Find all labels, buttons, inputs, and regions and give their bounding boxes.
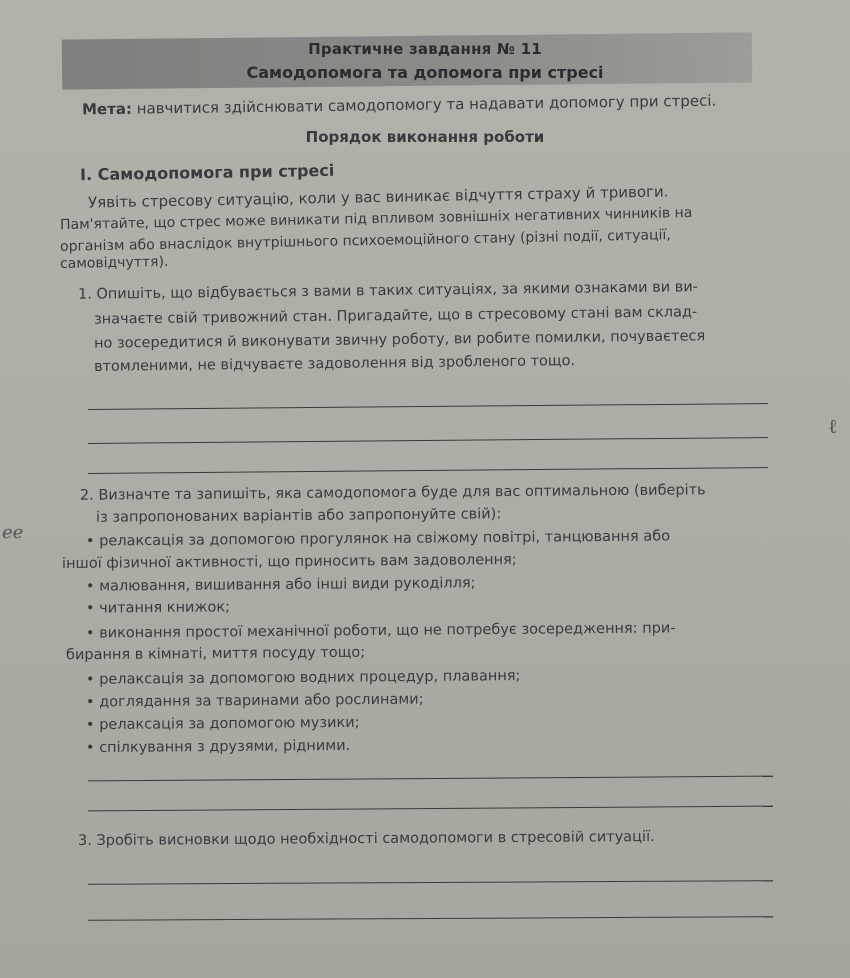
question-3: 3. Зробіть висновки щодо необхідності самодопомоги в стресовій ситуації.	[77, 828, 655, 850]
margin-pen-mark-right: ℓ	[828, 414, 838, 438]
option-item: • спілкування з друзями, рідними.	[85, 737, 351, 757]
intro-line: Уявіть стресову ситуацію, коли у вас виникає відчуття страху й тривоги.	[87, 182, 669, 212]
option-item: • релаксація за допомогою прогулянок на свіжому повітрі, танцювання або	[85, 528, 671, 550]
question-2-line: 2. Визначте та запишіть, яка самодопомога буде для вас оптимальною (виберіть	[79, 482, 706, 504]
answer-line[interactable]	[88, 916, 773, 921]
option-item: • доглядання за тваринами або рослинами;	[85, 691, 424, 711]
question-1-line: втомленими, не відчуваєте задоволення від зробленого тощо.	[93, 353, 576, 375]
question-1-line: но зосередитися й виконувати звичну роботу, ви робите помилки, почуваєтеся	[93, 328, 706, 352]
section-title: І. Самодопомога при стресі	[79, 160, 335, 185]
answer-line[interactable]	[88, 880, 773, 885]
goal-label: Мета:	[81, 99, 133, 119]
answer-line[interactable]	[88, 467, 768, 474]
question-1-line: 1. Опишіть, що відбувається з вами в таких ситуаціях, за якими ознаками ви ви-	[77, 279, 699, 303]
procedure-title: Порядок виконання роботи	[305, 128, 545, 146]
question-2-line: із запропонованих варіантів або запропонуйте свій):	[95, 506, 502, 526]
intro-line: організм або внаслідок внутрішнього психоемоційного стану (різні події, ситуації,	[59, 227, 671, 255]
intro-line: Пам'ятайте, що стрес може виникати під впливом зовнішніх негативних чинників на	[59, 204, 693, 234]
answer-line[interactable]	[88, 806, 773, 812]
answer-line[interactable]	[88, 437, 768, 444]
option-item: • виконання простої механічної роботи, що не потребує зосередження: при-	[85, 620, 676, 642]
goal-text: навчитися здійснювати самодопомогу та надавати допомогу при стресі.	[136, 91, 717, 118]
question-1-line: значаєте свій тривожний стан. Пригадайте, що в стресовому стані вам склад-	[93, 304, 698, 328]
option-item: • релаксація за допомогою музики;	[85, 714, 360, 734]
option-item: • малювання, вишивання або інші види рукоділля;	[85, 575, 476, 595]
option-item: бирання в кімнаті, миття посуду тощо;	[65, 644, 366, 664]
option-item: іншої фізичної активності, що приносить вам задоволення;	[61, 552, 517, 572]
goal-line	[82, 92, 716, 119]
answer-line[interactable]	[88, 403, 768, 410]
option-item: • читання книжок;	[85, 599, 231, 617]
margin-pen-mark-left: ee	[2, 522, 24, 543]
task-number: Практичне завдання № 11	[308, 40, 542, 58]
intro-line: самовідчуття).	[59, 253, 169, 273]
option-item: • релаксація за допомогою водних процедур, плавання;	[85, 668, 521, 688]
answer-line[interactable]	[88, 776, 773, 782]
task-title: Самодопомога та допомога при стресі	[246, 63, 604, 82]
